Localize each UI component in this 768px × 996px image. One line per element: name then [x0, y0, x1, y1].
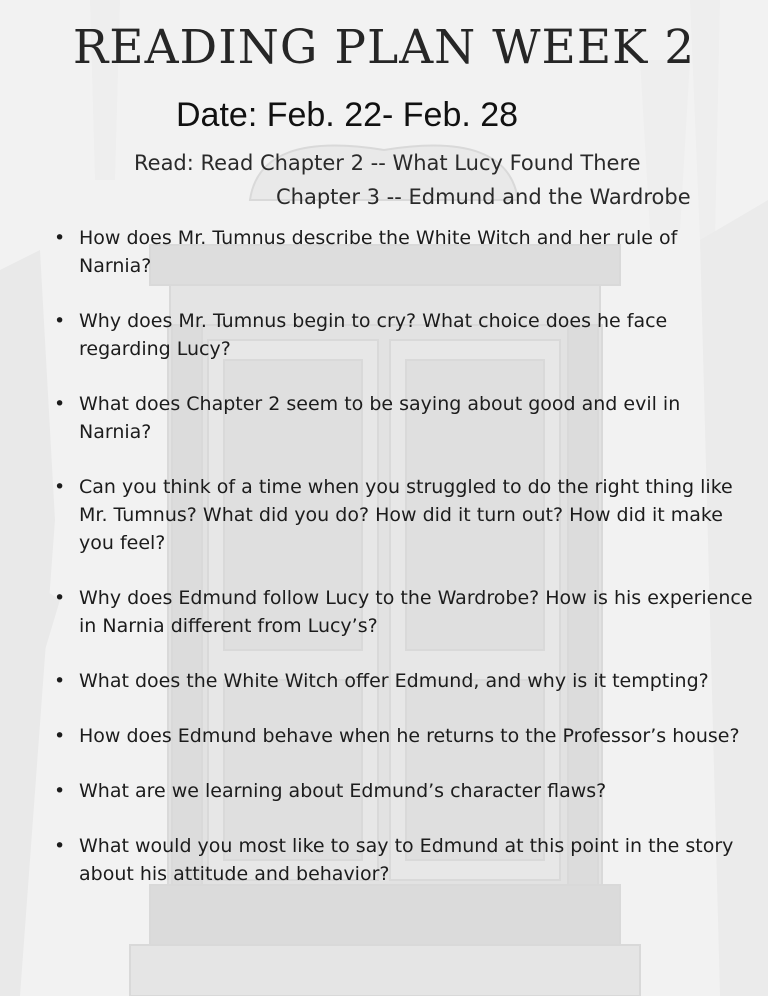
question-text: How does Mr. Tumnus describe the White Witch and her rule of Narnia? [79, 227, 678, 277]
question-text: What are we learning about Edmund’s character flaws? [79, 780, 607, 802]
bullet: • [54, 393, 66, 415]
bullet: • [54, 587, 66, 609]
page-title: READING PLAN WEEK 2 [72, 20, 696, 75]
question-text: What does Chapter 2 seem to be saying about good and evil in Narnia? [79, 393, 681, 443]
question-text: Can you think of a time when you struggled to do the right thing like Mr. Tumnus? What did you do? How did it turn out? How did it make you feel? [79, 476, 733, 554]
date-range: Date: Feb. 22- Feb. 28 [176, 96, 519, 134]
bullet: • [54, 476, 66, 498]
bullet: • [54, 835, 66, 857]
question-item [54, 777, 754, 805]
question-item [54, 224, 754, 280]
question-item [54, 307, 754, 363]
reading-assignment-line-2: Chapter 3 -- Edmund and the Wardrobe [276, 185, 691, 209]
question-text: What would you most like to say to Edmund at this point in the story about his attitude and behavior? [79, 835, 734, 885]
bullet: • [54, 310, 66, 332]
question-text: Why does Mr. Tumnus begin to cry? What choice does he face regarding Lucy? [79, 310, 668, 360]
bullet: • [54, 725, 66, 747]
question-text: What does the White Witch offer Edmund, and why is it tempting? [79, 670, 709, 692]
bullet: • [54, 670, 66, 692]
question-item [54, 390, 754, 446]
question-item [54, 584, 754, 640]
question-text: Why does Edmund follow Lucy to the Wardrobe? How is his experience in Narnia different from Lucy’s? [79, 587, 753, 637]
question-item [54, 667, 754, 695]
question-item [54, 832, 754, 888]
question-list [54, 224, 754, 915]
question-item [54, 473, 754, 557]
reading-assignment-line-1: Read: Read Chapter 2 -- What Lucy Found There [134, 151, 641, 175]
question-text: How does Edmund behave when he returns to the Professor’s house? [79, 725, 740, 747]
question-item [54, 722, 754, 750]
bullet: • [54, 227, 66, 249]
bullet: • [54, 780, 66, 802]
